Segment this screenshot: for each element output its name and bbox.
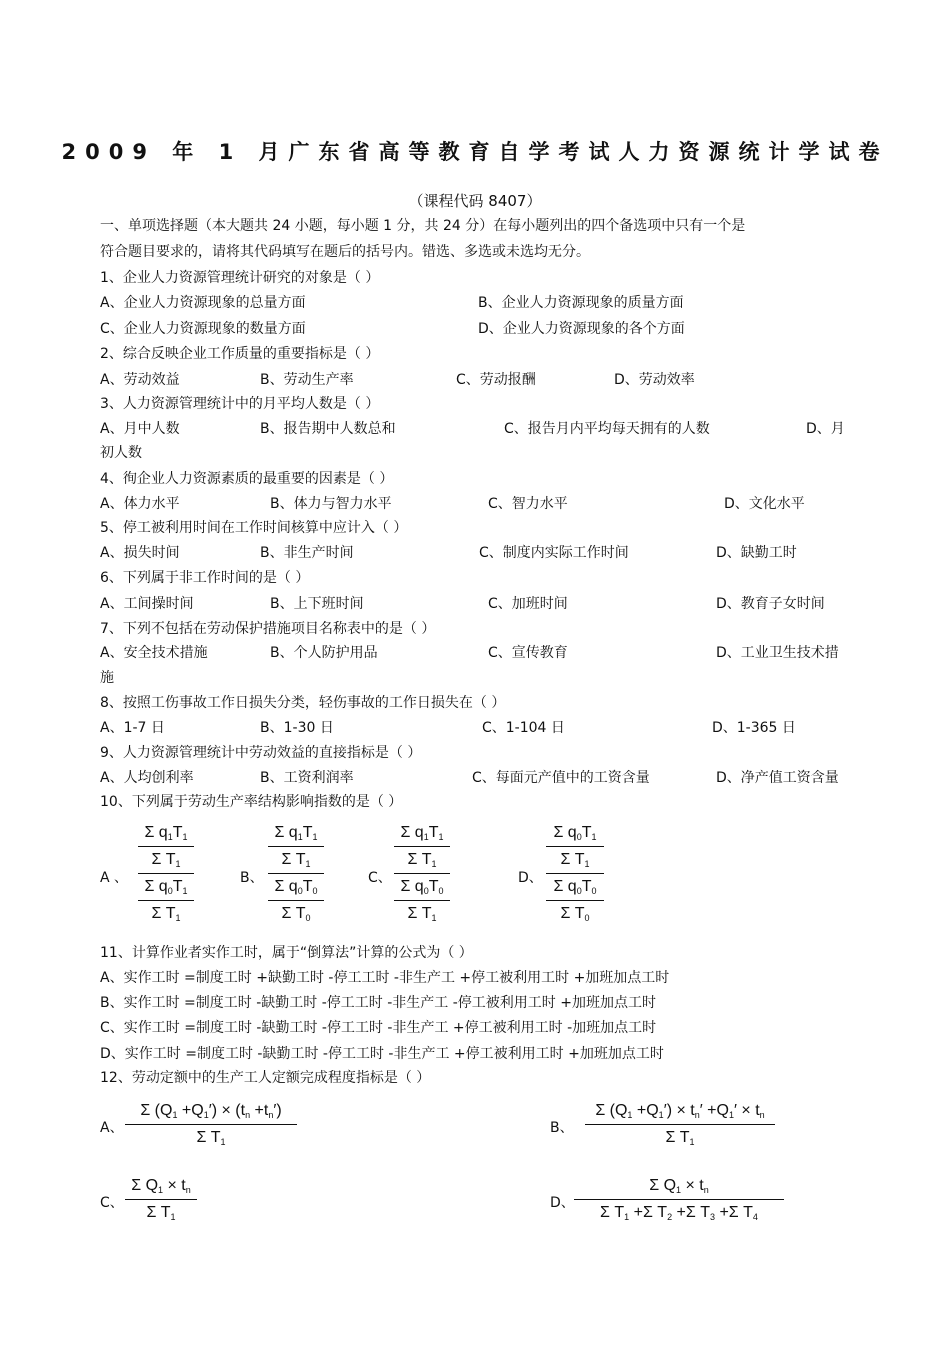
formula-12d: Σ $Q_1 \times t_n$ Σ $T_1 +\Sigma$ $T_2 +\Sigma$ $T_3 +\Sigma$ $T_4$ <box>574 1173 784 1226</box>
question-2-option-b: B、劳动生产率 <box>260 372 354 388</box>
question-9-stem: 9、人力资源管理统计中劳动效益的直接指标是（ ） <box>100 745 422 761</box>
question-5-stem: 5、停工被利用时间在工作时间核算中应计入（ ） <box>100 520 408 536</box>
course-code: （课程代码 8407） <box>408 192 542 210</box>
question-1-option-d: D、企业人力资源现象的各个方面 <box>478 321 685 337</box>
question-2-option-d: D、劳动效率 <box>614 372 695 388</box>
question-11-option-c: C、实作工时 =制度工时 -缺勤工时 -停工工时 -非生产工 +停工被利用工时 -加班加点工时 <box>100 1020 657 1036</box>
question-11-option-a: A、实作工时 =制度工时 +缺勤工时 -停工工时 -非生产工 +停工被利用工时 +加班加点工时 <box>100 970 670 986</box>
question-10-option-a: A 、 <box>100 870 129 886</box>
question-12-stem: 12、劳动定额中的生产工人定额完成程度指标是（ ） <box>100 1070 431 1086</box>
question-1-option-c: C、企业人力资源现象的数量方面 <box>100 321 306 337</box>
formula-10c: Σ $q_1T_1$ Σ $T_1$ Σ $q_0T_0$ Σ $T_1$ <box>394 820 450 927</box>
question-3-option-c: C、报告月内平均每天拥有的人数 <box>504 421 710 437</box>
question-7-option-a: A、安全技术措施 <box>100 645 208 661</box>
question-10-option-b: B、 <box>240 870 264 886</box>
question-2-option-c: C、劳动报酬 <box>456 372 536 388</box>
question-10-option-c: C、 <box>368 870 392 886</box>
question-9-option-b: B、工资利润率 <box>260 770 354 786</box>
question-12-option-c: C、 <box>100 1195 124 1211</box>
question-12-option-a: A、 <box>100 1120 124 1136</box>
question-5-option-b: B、非生产时间 <box>260 545 354 561</box>
question-6-option-d: D、教育子女时间 <box>716 596 825 612</box>
question-9-option-c: C、每面元产值中的工资含量 <box>472 770 650 786</box>
formula-10b: Σ $q_1T_1$ Σ $T_1$ Σ $q_0T_0$ Σ $T_0$ <box>268 820 324 927</box>
question-6-option-b: B、上下班时间 <box>270 596 364 612</box>
question-6-option-c: C、加班时间 <box>488 596 568 612</box>
question-4-option-a: A、体力水平 <box>100 496 180 512</box>
question-9-option-a: A、人均创利率 <box>100 770 194 786</box>
formula-12b: Σ $(Q_1 +Q_1') \times t_n' +Q_1' \times t_n$ Σ $T_1$ <box>585 1098 775 1151</box>
question-3-option-d: D、月 <box>806 421 845 437</box>
question-2-option-a: A、劳动效益 <box>100 372 180 388</box>
question-7-option-b: B、个人防护用品 <box>270 645 378 661</box>
question-4-option-d: D、文化水平 <box>724 496 805 512</box>
question-4-option-b: B、体力与智力水平 <box>270 496 392 512</box>
question-1-stem: 1、企业人力资源管理统计研究的对象是（ ） <box>100 270 380 286</box>
question-5-option-d: D、缺勤工时 <box>716 545 797 561</box>
question-8-option-d: D、1-365 日 <box>712 720 796 736</box>
question-8-option-a: A、1-7 日 <box>100 720 165 736</box>
question-11-stem: 11、计算作业者实作工时，属于“倒算法”计算的公式为（ ） <box>100 945 473 961</box>
question-6-stem: 6、下列属于非工作时间的是（ ） <box>100 570 310 586</box>
question-9-option-d: D、净产值工资含量 <box>716 770 839 786</box>
question-11-option-d: D、实作工时 =制度工时 -缺勤工时 -停工工时 -非生产工 +停工被利用工时 +加班加点工时 <box>100 1046 664 1062</box>
question-5-option-a: A、损失时间 <box>100 545 180 561</box>
question-2-stem: 2、综合反映企业工作质量的重要指标是（ ） <box>100 346 380 362</box>
question-1-option-b: B、企业人力资源现象的质量方面 <box>478 295 684 311</box>
question-7-option-d-wrap: 施 <box>100 670 114 686</box>
exam-title: 2009 年 1 月广东省高等教育自学考试人力资源统计学试卷 <box>61 140 889 164</box>
question-6-option-a: A、工间操时间 <box>100 596 194 612</box>
question-1-option-a: A、企业人力资源现象的总量方面 <box>100 295 306 311</box>
question-7-option-c: C、宣传教育 <box>488 645 568 661</box>
question-7-stem: 7、下列不包括在劳动保护措施项目名称表中的是（ ） <box>100 621 436 637</box>
question-4-option-c: C、智力水平 <box>488 496 568 512</box>
question-8-option-c: C、1-104 日 <box>482 720 565 736</box>
question-3-stem: 3、人力资源管理统计中的月平均人数是（ ） <box>100 396 380 412</box>
formula-10a: Σ $q_1T_1$ Σ $T_1$ Σ $q_0T_1$ Σ $T_1$ <box>138 820 194 927</box>
question-5-option-c: C、制度内实际工作时间 <box>479 545 629 561</box>
formula-10d: Σ $q_0T_1$ Σ $T_1$ Σ $q_0T_0$ Σ $T_0$ <box>546 820 604 927</box>
question-11-option-b: B、实作工时 =制度工时 -缺勤工时 -停工工时 -非生产工 -停工被利用工时 +加班加点工时 <box>100 995 656 1011</box>
question-10-stem: 10、下列属于劳动生产率结构影响指数的是（ ） <box>100 794 403 810</box>
question-12-option-b: B、 <box>550 1120 574 1136</box>
instruction-line-2: 符合题目要求的，请将其代码填写在题后的括号内。错选、多选或未选均无分。 <box>100 244 590 260</box>
question-4-stem: 4、徇企业人力资源素质的最重要的因素是（ ） <box>100 471 394 487</box>
question-3-option-d-wrap: 初人数 <box>100 445 142 461</box>
question-7-option-d: D、工业卫生技术措 <box>716 645 839 661</box>
question-3-option-a: A、月中人数 <box>100 421 180 437</box>
question-8-option-b: B、1-30 日 <box>260 720 334 736</box>
question-3-option-b: B、报告期中人数总和 <box>260 421 396 437</box>
question-8-stem: 8、按照工伤事故工作日损失分类，轻伤事故的工作日损失在（ ） <box>100 695 506 711</box>
question-10-option-d: D、 <box>518 870 543 886</box>
formula-12c: Σ $Q_1 \times t_n$ Σ $T_1$ <box>125 1173 197 1226</box>
formula-12a: Σ $(Q_1 +Q_1') \times (t_n +t_n')$ Σ $T_1$ <box>125 1098 297 1151</box>
instruction-line-1: 一、单项选择题（本大题共 24 小题，每小题 1 分，共 24 分）在每小题列出的四个备选项中只有一个是 <box>100 218 746 234</box>
question-12-option-d: D、 <box>550 1195 575 1211</box>
